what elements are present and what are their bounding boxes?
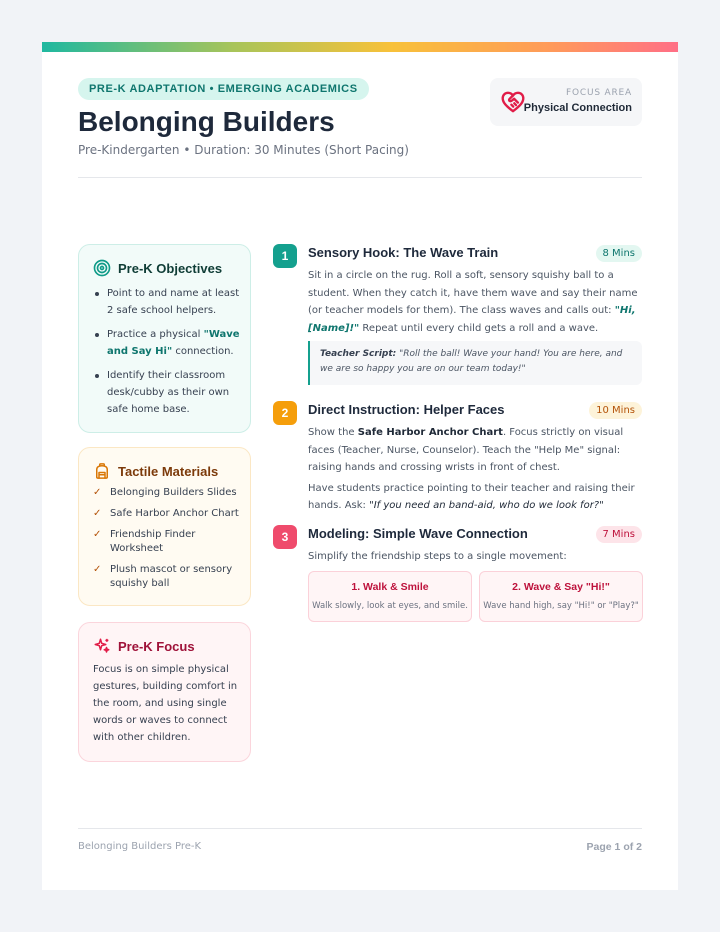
teacher-script: Teacher Script: "Roll the ball! Wave your hand! You are here, and we are so happy you are on our team today!" (308, 341, 642, 385)
heart-handshake-icon (500, 89, 526, 115)
duration-badge: 7 Mins (596, 526, 643, 543)
prek-focus-card (78, 622, 251, 762)
objective-item: Point to and name at least 2 safe school helpers. (93, 285, 243, 319)
objectives-title: Pre-K Objectives (118, 261, 223, 276)
step-number: 1 (273, 244, 297, 268)
material-item: ✓ Friendship Finder Worksheet (93, 529, 196, 554)
check-icon: ✓ (93, 508, 102, 519)
backpack-icon (93, 462, 111, 480)
step-body: Sit in a circle on the rug. Roll a soft, sensory squishy ball to a student. When they catch it, have them wave and say their name (or teacher models for them). The class waves and calls out: "Hi, [Name]!" Repeat until every child gets a roll and a wave. (308, 270, 638, 334)
materials-list (93, 486, 245, 598)
duration-badge: 8 Mins (596, 245, 643, 262)
step-body: Simplify the friendship steps to a single movement: (308, 551, 567, 562)
step-title: Sensory Hook: The Wave Train (308, 245, 499, 260)
sparkles-icon (93, 637, 111, 655)
page-title: Belonging Builders (78, 106, 335, 137)
target-icon (93, 259, 111, 277)
material-item: ✓ Belonging Builders Slides (93, 487, 237, 498)
wave-step-card (308, 571, 472, 622)
material-item: ✓ Safe Harbor Anchor Chart (93, 508, 239, 519)
adaptation-badge: PRE-K ADAPTATION • EMERGING ACADEMICS (78, 78, 369, 100)
materials-title: Tactile Materials (118, 464, 219, 479)
objective-item: Identify their classroom desk/cubby as their own safe home base. (93, 367, 243, 418)
focus-area-box (490, 78, 642, 126)
wave-step-title: 2. Wave & Say "Hi!" (512, 581, 610, 593)
page-number: Page 1 of 2 (586, 841, 642, 853)
lesson-page (42, 42, 678, 890)
step-title: Modeling: Simple Wave Connection (308, 526, 528, 541)
objectives-list (93, 285, 243, 425)
materials-card (78, 447, 251, 606)
gradient-top-bar (42, 42, 678, 52)
wave-step-title: 1. Walk & Smile (351, 581, 429, 593)
wave-step-desc: Walk slowly, look at eyes, and smile. (312, 601, 468, 611)
prek-focus-text: Focus is on simple physical gestures, building comfort in the room, and using single words or waves to connect with other children. (93, 664, 238, 743)
objective-item: Practice a physical "Wave and Say Hi" connection. (93, 326, 243, 360)
step-title: Direct Instruction: Helper Faces (308, 402, 505, 417)
focus-area-value: Physical Connection (523, 102, 632, 114)
focus-area-label: FOCUS AREA (566, 88, 632, 98)
material-item: ✓ Plush mascot or sensory squishy ball (93, 564, 233, 589)
step-body: Show the Safe Harbor Anchor Chart. Focus strictly on visual faces (Teacher, Nurse, Counselor). Teach the "Help Me" signal: raising hands and crossing wrists in front of chest. Have students practice pointing to their teacher and raising their hands. Ask: "If you need an band-aid, who do we look for?" (308, 427, 635, 511)
page-subtitle: Pre-Kindergarten • Duration: 30 Minutes (Short Pacing) (78, 143, 409, 157)
check-icon: ✓ (93, 564, 102, 575)
check-icon: ✓ (93, 529, 102, 540)
duration-badge: 10 Mins (589, 402, 642, 419)
step-number: 3 (273, 525, 297, 549)
prek-focus-title: Pre-K Focus (118, 639, 195, 654)
page-header (78, 78, 642, 178)
check-icon: ✓ (93, 487, 102, 498)
step-1 (273, 244, 642, 394)
step-2 (273, 401, 642, 516)
page-footer (78, 828, 642, 858)
objectives-card (78, 244, 251, 433)
step-number: 2 (273, 401, 297, 425)
wave-step-desc: Wave hand high, say "Hi!" or "Play?" (483, 601, 639, 611)
step-3 (273, 525, 642, 625)
footer-title: Belonging Builders Pre-K (78, 841, 202, 852)
wave-step-card (479, 571, 643, 622)
